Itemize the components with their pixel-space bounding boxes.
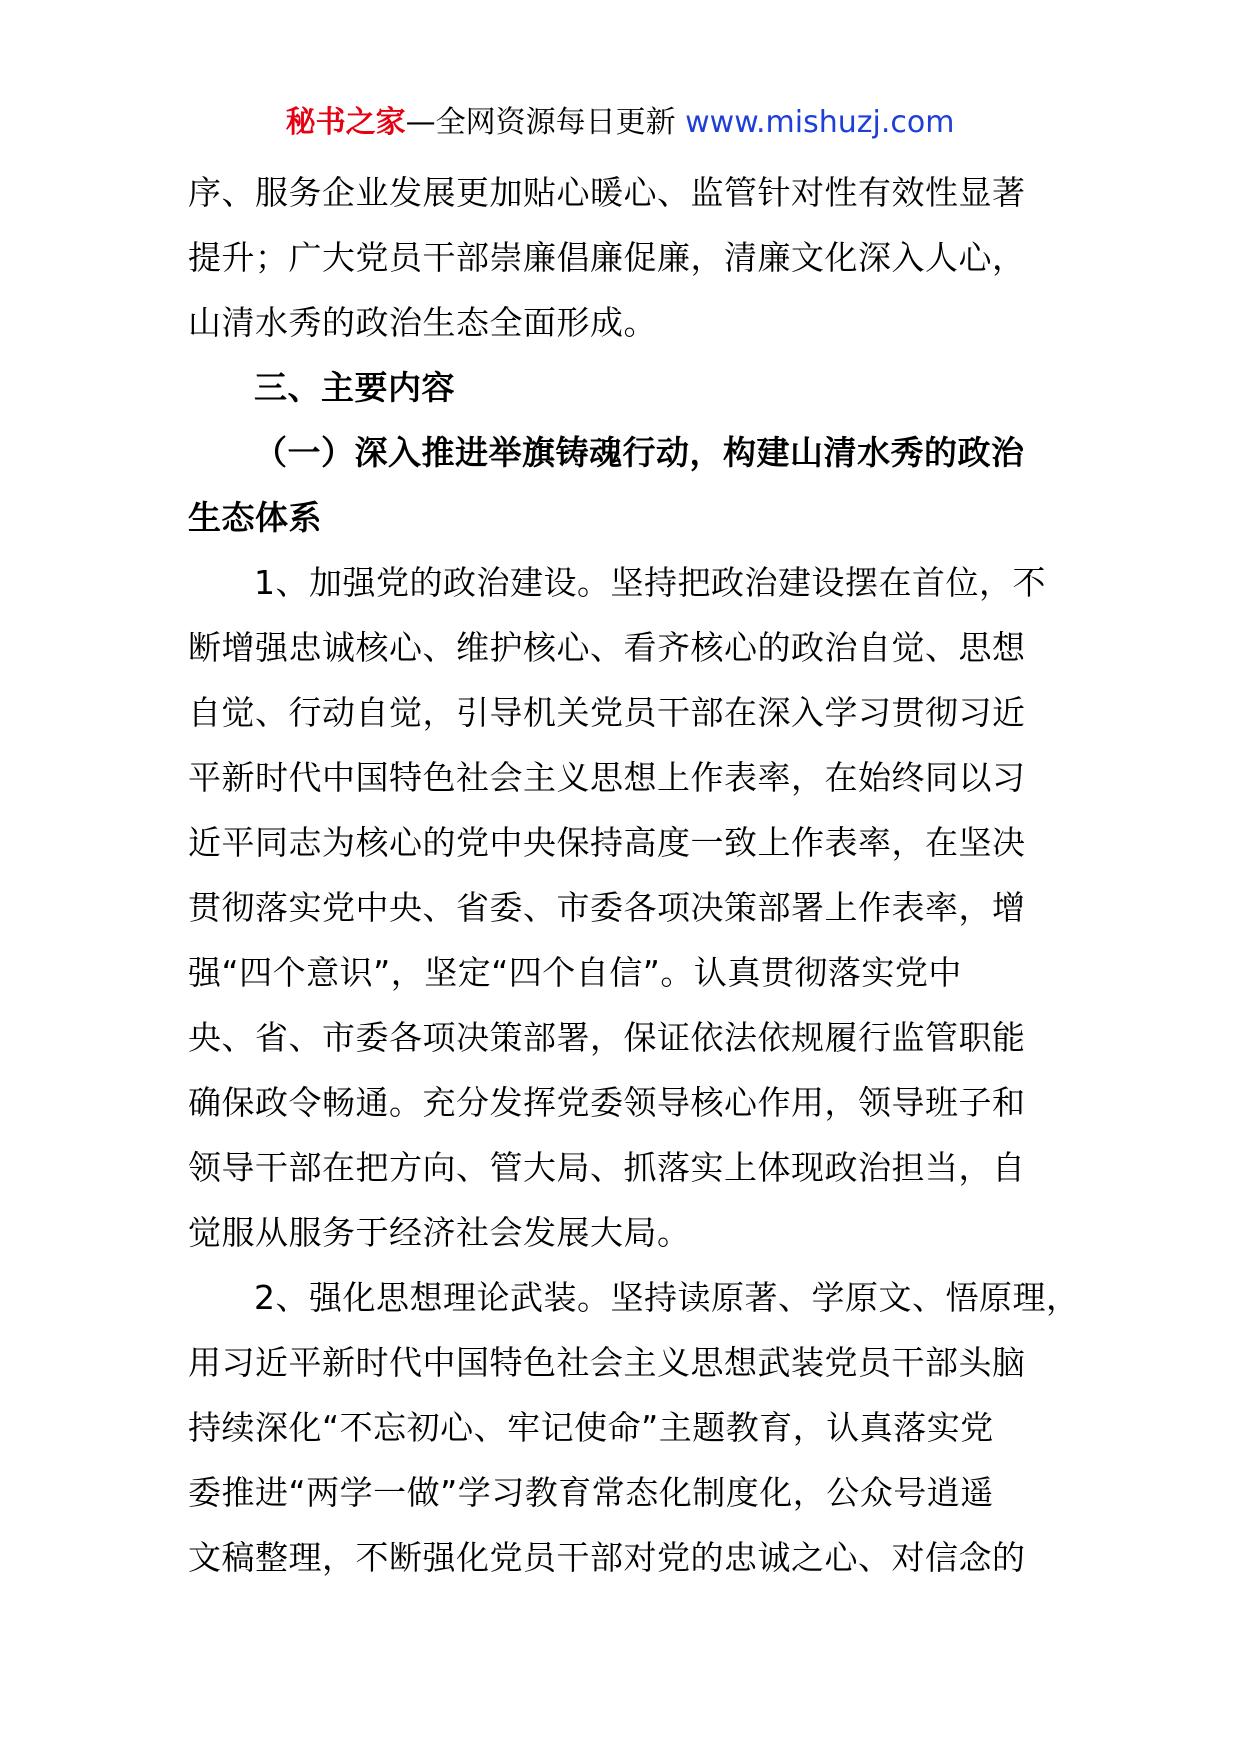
paragraph-line: 2、强化思想理论武装。坚持读原著、学原文、悟原理， xyxy=(254,1278,1080,1317)
paragraph-line: 委推进“两学一做”学习教育常态化制度化，公众号逍遥 xyxy=(188,1473,994,1512)
section-heading: 三、主要内容 xyxy=(254,368,455,407)
paragraph-line: 强“四个意识”，坚定“四个自信”。认真贯彻落实党中 xyxy=(188,953,962,992)
paragraph-line: 央、省、市委各项决策部署，保证依法依规履行监管职能 xyxy=(188,1018,1026,1057)
paragraph-line: 领导干部在把方向、管大局、抓落实上体现政治担当，自 xyxy=(188,1148,1026,1187)
paragraph-line: 1、加强党的政治建设。坚持把政治建设摆在首位，不 xyxy=(254,563,1046,602)
paragraph-line: 贯彻落实党中央、省委、市委各项决策部署上作表率，增 xyxy=(188,888,1026,927)
paragraph-line: 持续深化“不忘初心、牢记使命”主题教育，认真落实党 xyxy=(188,1408,994,1447)
paragraph-line: 提升；广大党员干部崇廉倡廉促廉，清廉文化深入人心， xyxy=(188,238,1026,277)
paragraph-line: 用习近平新时代中国特色社会主义思想武装党员干部头脑 xyxy=(188,1343,1026,1382)
paragraph-line: 近平同志为核心的党中央保持高度一致上作表率，在坚决 xyxy=(188,823,1026,862)
brand-name: 秘书之家 xyxy=(285,105,406,140)
subsection-heading-continued: 生态体系 xyxy=(188,498,322,537)
page-header xyxy=(0,101,1240,145)
paragraph-line: 自觉、行动自觉，引导机关党员干部在深入学习贯彻习近 xyxy=(188,693,1026,732)
header-tagline: —全网资源每日更新 xyxy=(405,105,676,140)
subsection-heading: （一）深入推进举旗铸魂行动，构建山清水秀的政治 xyxy=(254,433,1025,472)
paragraph-line: 序、服务企业发展更加贴心暖心、监管针对性有效性显著 xyxy=(188,173,1026,212)
paragraph-line: 平新时代中国特色社会主义思想上作表率，在始终同以习 xyxy=(188,758,1026,797)
paragraph-line: 山清水秀的政治生态全面形成。 xyxy=(188,303,657,342)
paragraph-line: 确保政令畅通。充分发挥党委领导核心作用，领导班子和 xyxy=(188,1083,1026,1122)
paragraph-line: 觉服从服务于经济社会发展大局。 xyxy=(188,1213,691,1252)
site-url-link[interactable]: www.mishuzj.com xyxy=(685,105,955,140)
document-body xyxy=(188,160,1080,1590)
paragraph-line: 断增强忠诚核心、维护核心、看齐核心的政治自觉、思想 xyxy=(188,628,1026,667)
paragraph-line: 文稿整理，不断强化党员干部对党的忠诚之心、对信念的 xyxy=(188,1538,1026,1577)
